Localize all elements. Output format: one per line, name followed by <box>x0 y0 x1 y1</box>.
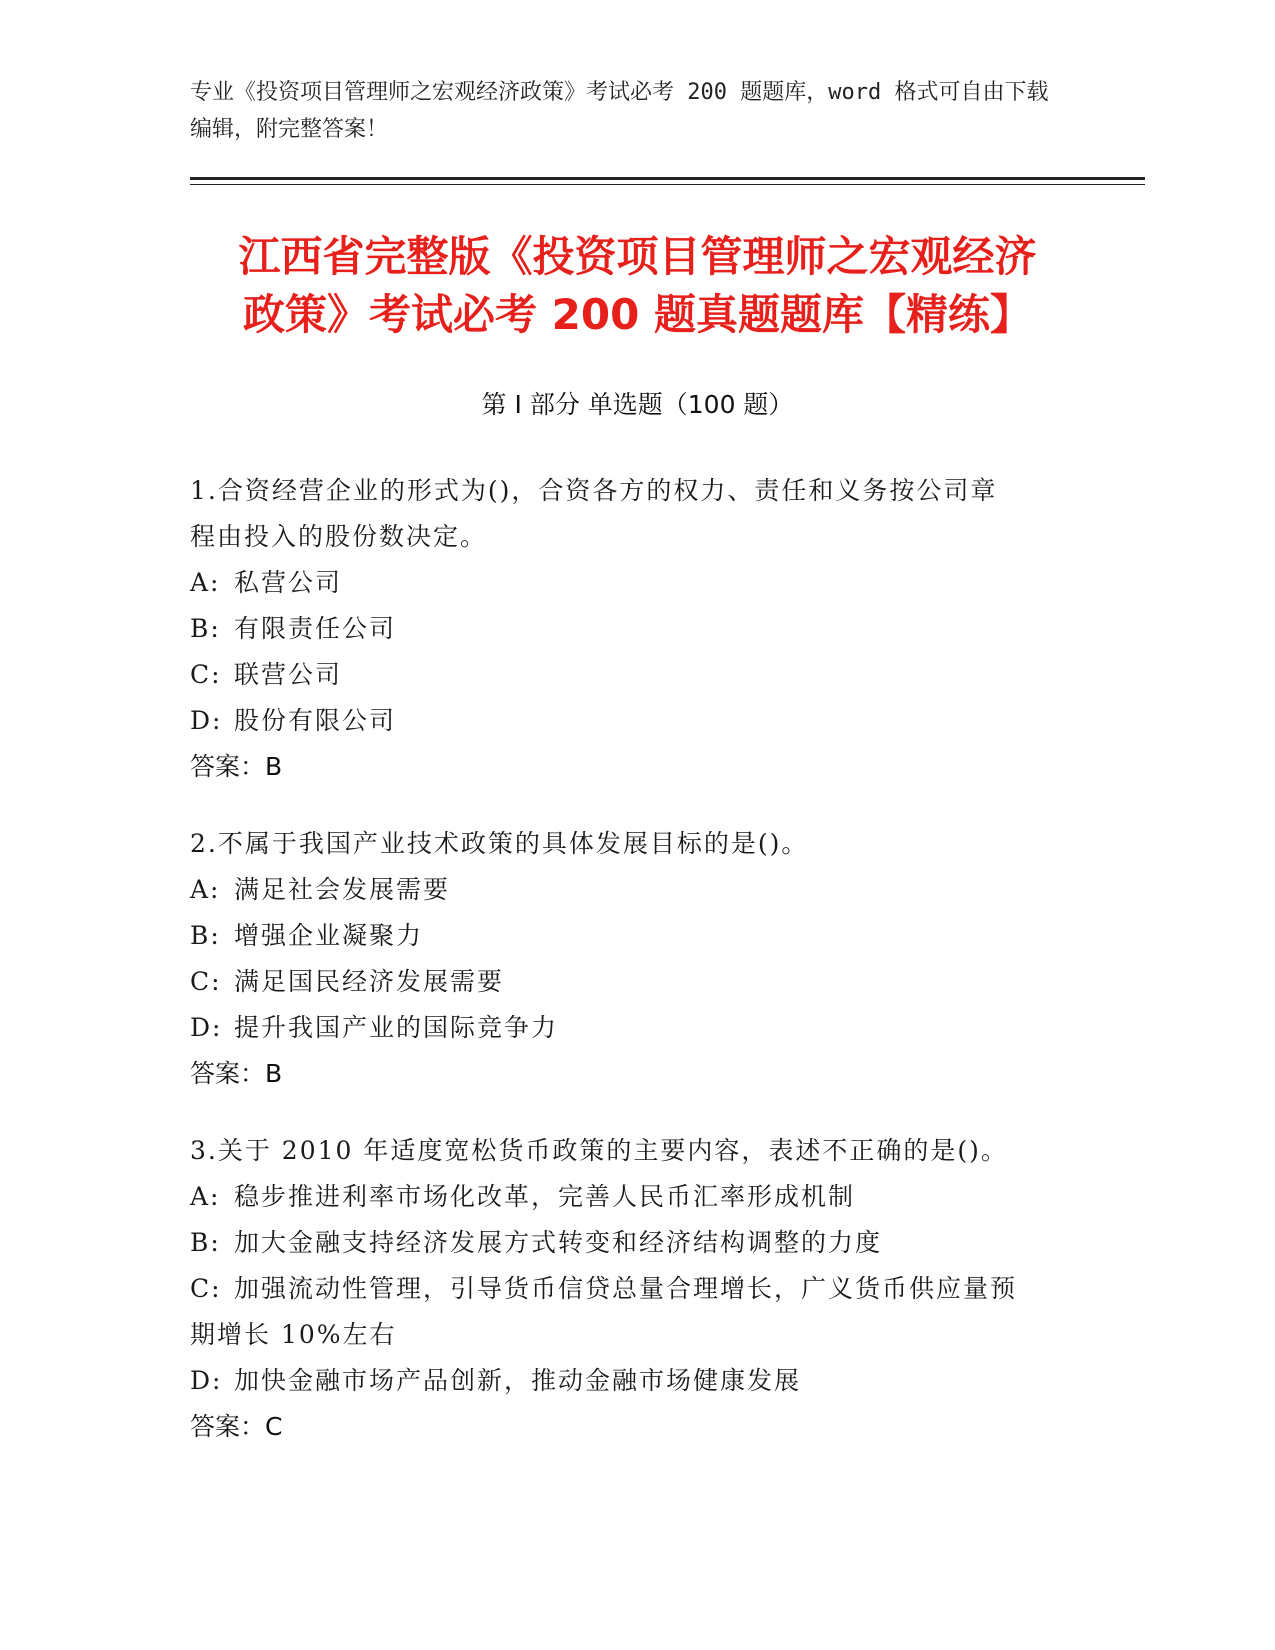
question-stem-continued: 程由投入的股份数决定。 <box>190 522 488 551</box>
answer-line: 答案：B <box>190 752 283 781</box>
option-key: A: <box>190 1182 221 1211</box>
option-b <box>190 913 1080 959</box>
option-key: D: <box>190 1013 223 1042</box>
option-d <box>190 1005 1080 1051</box>
header-rule-thick <box>190 177 1145 180</box>
option-key: B: <box>190 1228 221 1257</box>
option-c <box>190 652 1080 698</box>
option-key: C: <box>190 967 222 996</box>
question-stem: 3.关于 2010 年适度宽松货币政策的主要内容，表述不正确的是()。 <box>190 1136 1008 1165</box>
option-key: C: <box>190 660 222 689</box>
question-2 <box>190 821 1080 1097</box>
question-1 <box>190 468 1080 790</box>
option-d <box>190 1358 1080 1404</box>
option-text: 稳步推进利率市场化改革，完善人民币汇率形成机制 <box>234 1182 856 1211</box>
question-list <box>190 468 1080 1481</box>
option-a <box>190 1174 1080 1220</box>
option-key: D: <box>190 706 223 735</box>
option-key: C: <box>190 1274 222 1303</box>
option-text: 私营公司 <box>234 568 343 597</box>
option-d <box>190 698 1080 744</box>
document-title-line-1: 江西省完整版《投资项目管理师之宏观经济 <box>238 232 1037 281</box>
option-text: 满足社会发展需要 <box>234 875 451 904</box>
question-3 <box>190 1128 1080 1450</box>
option-c <box>190 1266 1080 1312</box>
option-text: 股份有限公司 <box>234 706 397 735</box>
option-text: 加强流动性管理，引导货币信贷总量合理增长，广义货币供应量预 <box>234 1274 1018 1303</box>
header-rule-thin <box>190 184 1145 185</box>
option-key: B: <box>190 921 221 950</box>
option-a <box>190 560 1080 606</box>
document-title <box>150 228 1125 344</box>
answer-line: 答案：C <box>190 1412 283 1441</box>
option-key: A: <box>190 568 221 597</box>
answer-line: 答案：B <box>190 1059 283 1088</box>
option-c-continued: 期增长 10%左右 <box>190 1320 397 1349</box>
option-key: A: <box>190 875 221 904</box>
option-text: 有限责任公司 <box>234 614 397 643</box>
option-text: 提升我国产业的国际竞争力 <box>234 1013 559 1042</box>
section-title: 第 I 部分 单选题（100 题） <box>481 390 794 419</box>
question-stem: 1.合资经营企业的形式为()，合资各方的权力、责任和义务按公司章 <box>190 476 998 505</box>
document-title-line-2: 政策》考试必考 200 题真题题库【精练】 <box>243 290 1032 339</box>
option-text: 加大金融支持经济发展方式转变和经济结构调整的力度 <box>234 1228 883 1257</box>
option-text: 联营公司 <box>234 660 343 689</box>
option-key: D: <box>190 1366 223 1395</box>
option-b <box>190 1220 1080 1266</box>
option-a <box>190 867 1080 913</box>
option-text: 增强企业凝聚力 <box>234 921 424 950</box>
option-b <box>190 606 1080 652</box>
option-text: 满足国民经济发展需要 <box>234 967 505 996</box>
question-stem: 2.不属于我国产业技术政策的具体发展目标的是()。 <box>190 829 809 858</box>
option-c <box>190 959 1080 1005</box>
option-text: 加快金融市场产品创新，推动金融市场健康发展 <box>234 1366 802 1395</box>
header-note: 专业《投资项目管理师之宏观经济政策》考试必考 200 题题库，word 格式可自由下载编辑，附完整答案！ <box>190 80 1049 142</box>
option-key: B: <box>190 614 221 643</box>
